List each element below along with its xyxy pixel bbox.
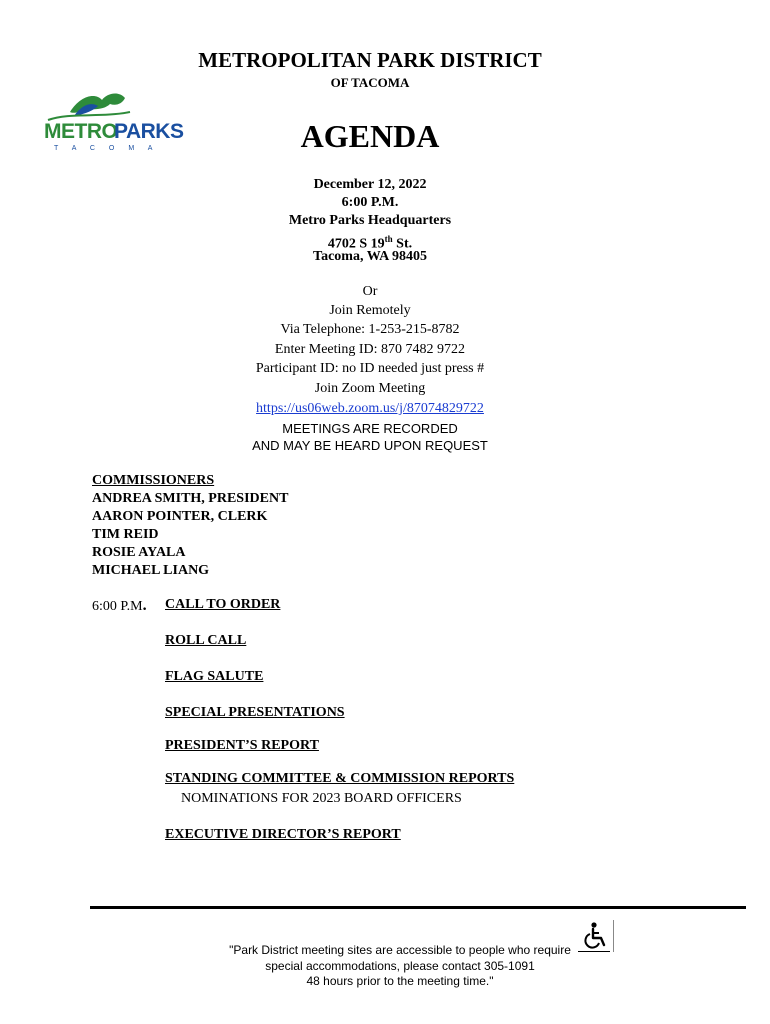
meeting-city: Tacoma, WA 98405 <box>313 249 427 264</box>
commissioner-name: ANDREA SMITH, PRESIDENT <box>92 491 289 506</box>
agenda-item-executive-director: EXECUTIVE DIRECTOR’S REPORT <box>165 827 401 842</box>
commissioner-name: AARON POINTER, CLERK <box>92 509 268 524</box>
zoom-link[interactable]: https://us06web.zoom.us/j/87074829722 <box>256 401 484 416</box>
footer-line-2: special accommodations, please contact 305-1091 <box>265 959 535 973</box>
address-street: St. <box>392 236 413 252</box>
agenda-item-standing-committee: STANDING COMMITTEE & COMMISSION REPORTS <box>165 771 515 786</box>
commissioner-name: ROSIE AYALA <box>92 545 186 560</box>
address-number: 4702 S 19 <box>327 236 385 252</box>
start-time-dot: . <box>142 597 147 614</box>
commissioner-name: MICHAEL LIANG <box>92 563 210 578</box>
meeting-time: 6:00 P.M. <box>341 195 399 210</box>
commissioner-name: TIM REID <box>92 527 159 542</box>
logo-parks-text: PARKS <box>114 120 184 143</box>
agenda-item-call-to-order: CALL TO ORDER <box>165 597 281 612</box>
org-subtitle: OF TACOMA <box>330 75 410 90</box>
agenda-item-flag-salute: FLAG SALUTE <box>165 669 264 684</box>
agenda-item-presidents-report: PRESIDENT’S REPORT <box>165 738 319 753</box>
footer-line-1: "Park District meeting sites are accessible to people who require <box>229 943 571 957</box>
meeting-location: Metro Parks Headquarters <box>288 213 452 228</box>
remote-or: Or <box>362 284 378 299</box>
start-time <box>92 597 147 615</box>
agenda-item-special-presentations: SPECIAL PRESENTATIONS <box>165 705 345 720</box>
commissioners-heading: COMMISSIONERS <box>92 473 215 488</box>
agenda-subitem-nominations: NOMINATIONS FOR 2023 BOARD OFFICERS <box>181 791 462 806</box>
remote-participant-id: Participant ID: no ID needed just press # <box>255 361 485 376</box>
recorded-notice-1: MEETINGS ARE RECORDED <box>282 421 458 436</box>
logo-metro-text: METRO <box>44 120 118 143</box>
logo-tagline: T A C O M A <box>54 145 159 152</box>
footer-line-3: 48 hours prior to the meeting time." <box>306 974 494 988</box>
meeting-date: December 12, 2022 <box>313 177 427 192</box>
page-title: AGENDA <box>300 118 440 154</box>
remote-zoom: Join Zoom Meeting <box>314 381 426 396</box>
start-time-text: 6:00 P.M <box>92 599 143 614</box>
remote-join: Join Remotely <box>329 303 411 318</box>
agenda-item-roll-call: ROLL CALL <box>165 633 247 648</box>
commissioners-section <box>92 472 288 580</box>
remote-meeting-id: Enter Meeting ID: 870 7482 9722 <box>274 342 466 357</box>
remote-phone: Via Telephone: 1-253-215-8782 <box>280 322 460 337</box>
address-superscript: th <box>384 234 393 244</box>
recorded-notice-2: AND MAY BE HEARD UPON REQUEST <box>252 438 488 453</box>
org-name: METROPOLITAN PARK DISTRICT <box>198 48 542 72</box>
footer-divider <box>90 906 746 909</box>
